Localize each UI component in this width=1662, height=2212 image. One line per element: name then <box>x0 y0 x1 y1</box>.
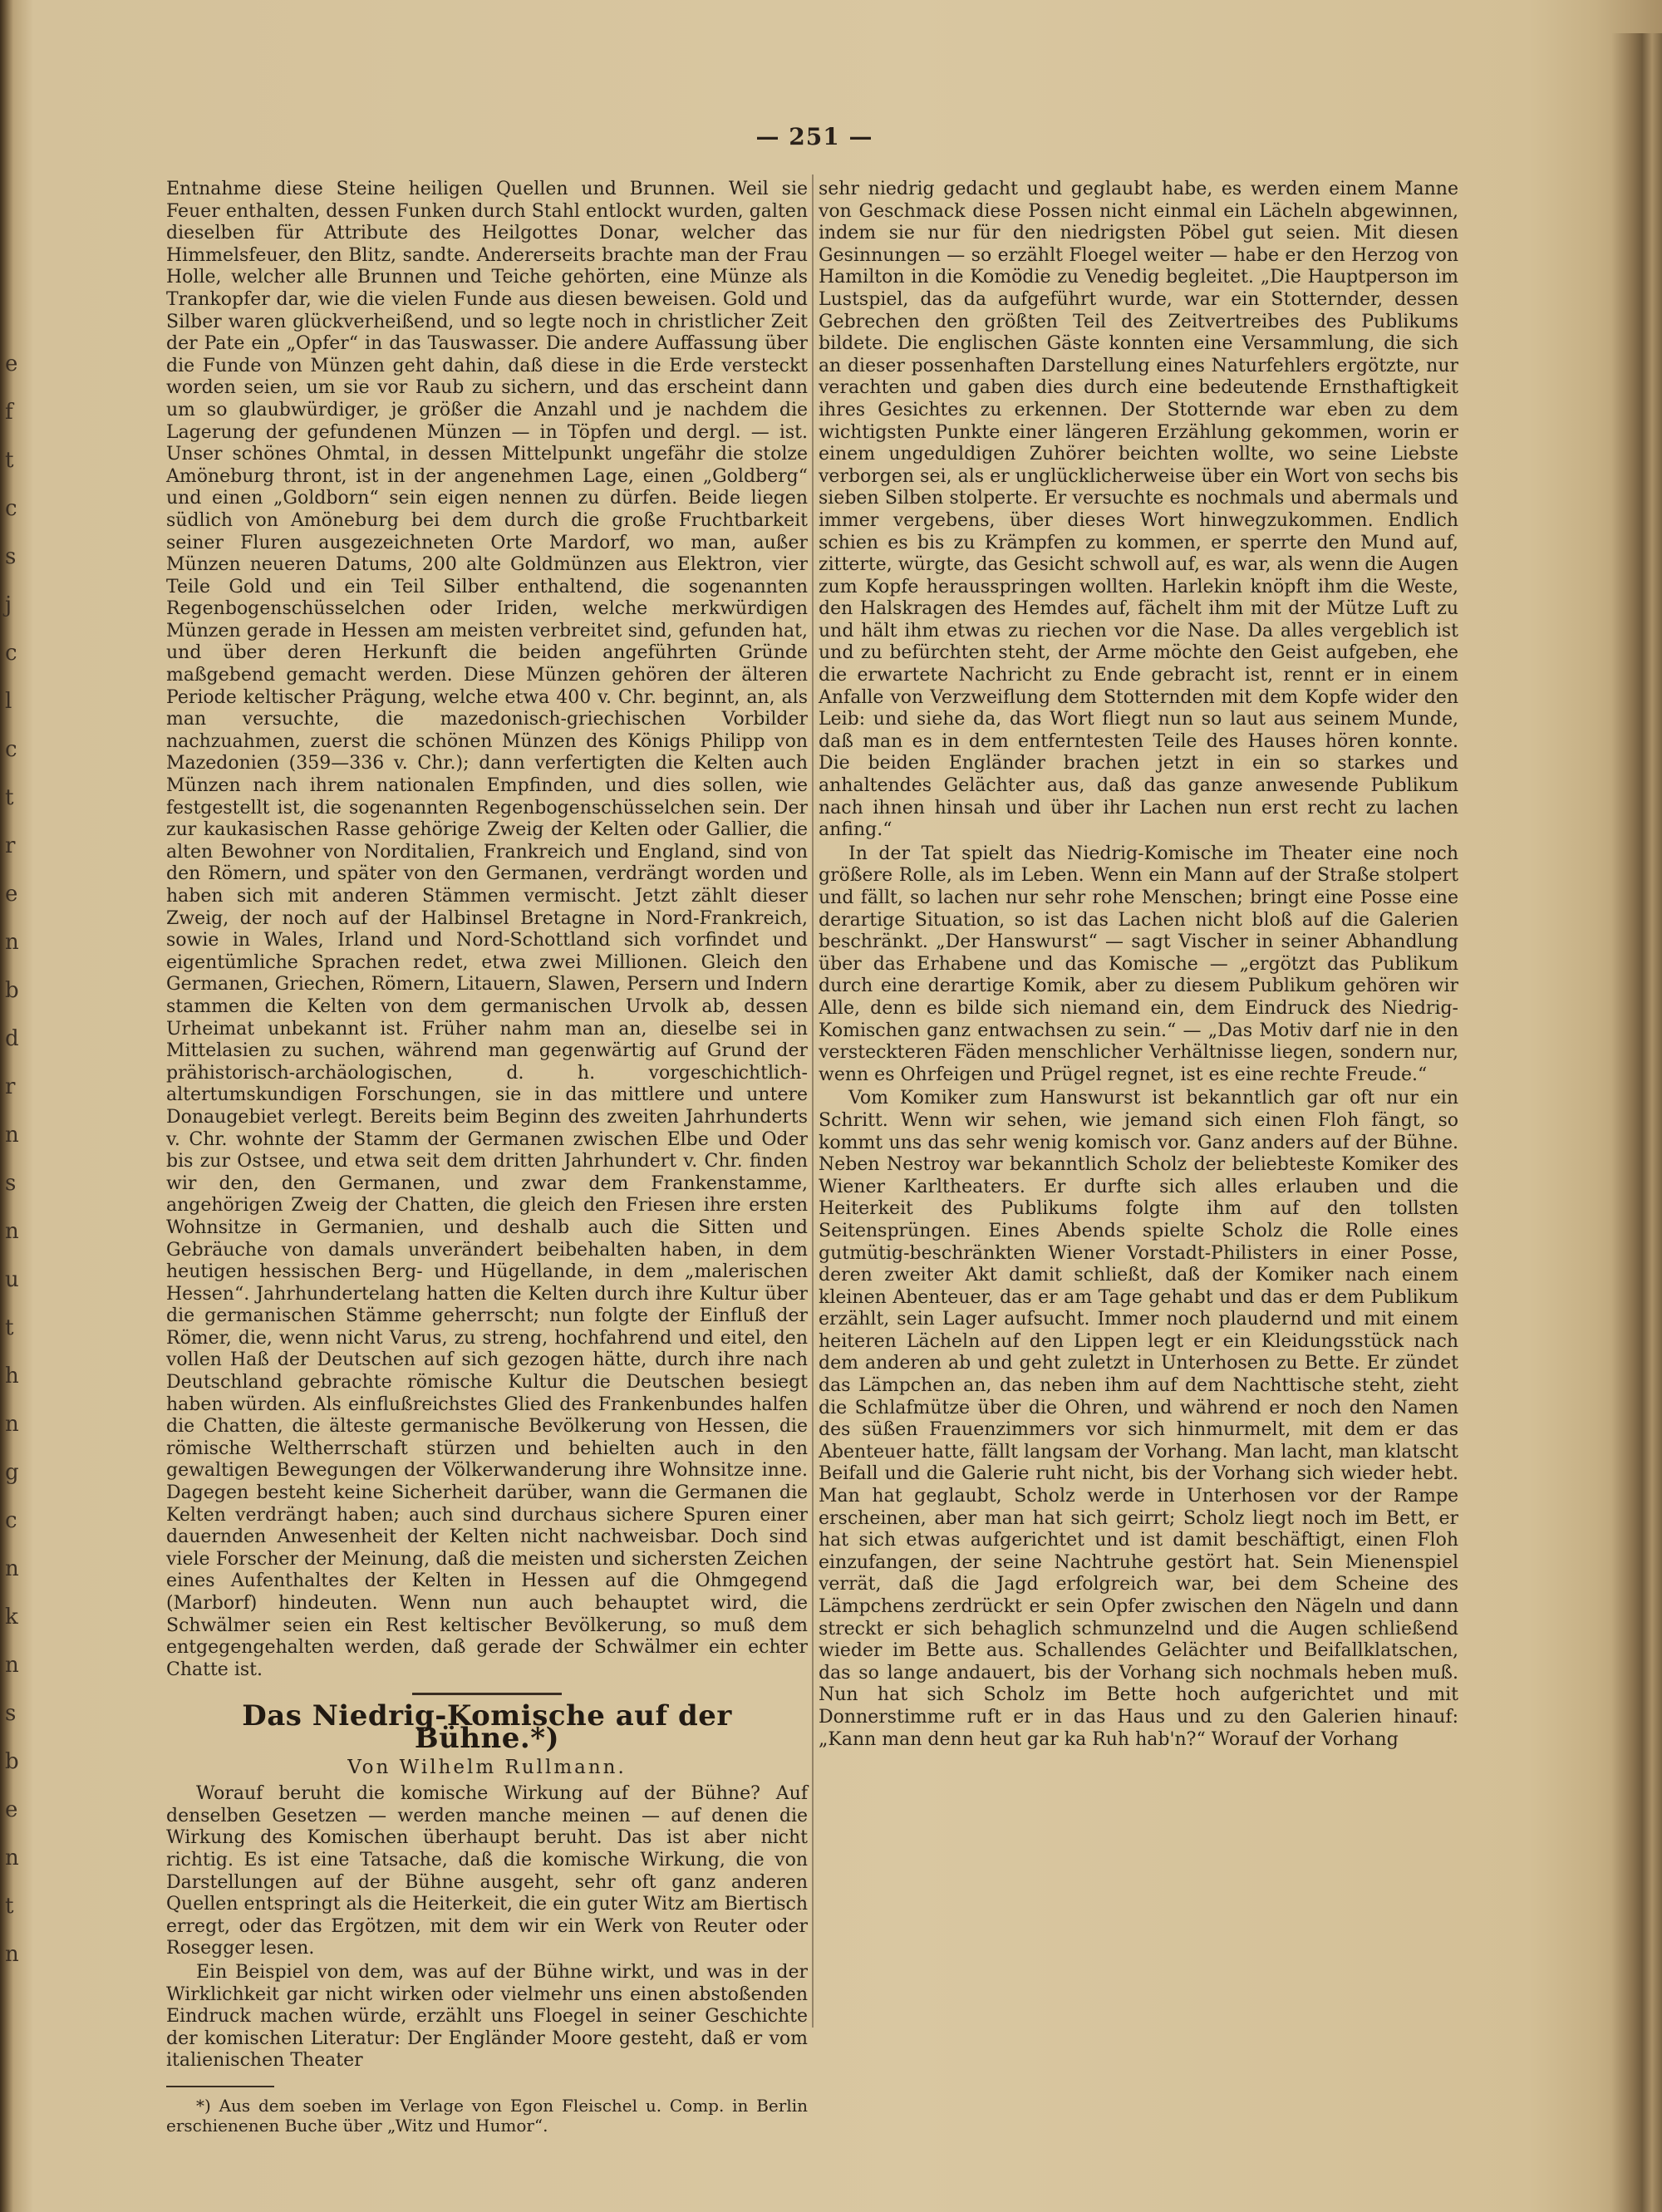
edge-letter: g <box>5 1460 19 1485</box>
column-paragraph: sehr niedrig gedacht und geglaubt habe, es werden einem Manne von Geschmack diese Possen nicht einmal ein Lächeln abgewinnen, indem sie nur für den niedrigsten Pöbel gut seien. Mit diesen Gesinnungen — so erzählt Floegel weiter — habe er den Herzog von Hamilton in die Komödie zu Venedig begleitet. „Die Hauptperson im Lustspiel, das da aufgeführt wurde, war ein Stotternder, dessen Gebrechen den größten Teil des Zeitvertreibes des Publikums bildete. Die englischen Gäste konnten eine Versammlung, die sich an dieser possenhaften Darstellung eines Naturfehlers ergötzte, nur verachten und gaben dies durch eine bedeutende Ernsthaftigkeit ihres Gesichtes zu erkennen. Der Stotternde war eben zu dem wichtigsten Punkte einer längeren Erzählung gekommen, worin er einem ungeduldigen Zuhörer beichten wollte, wo seine Liebste verborgen sei, als er unglücklicherweise über ein Wort von sechs bis sieben Silben stolperte. Er versuchte es nochmals und abermals und immer vergebens, über dieses Wort hinwegzukommen. Endlich schien es bis zu Krämpfen zu kommen, er sperrte den Mund auf, zitterte, würgte, das Gesicht schwoll auf, es war, als wenn die Augen zum Kopfe herausspringen wollten. Harlekin knöpft ihm die Weste, den Halskragen des Hemdes auf, fächelt ihm mit der Mütze Luft zu und hält ihm etwas zu riechen vor die Nase. Da alles vergeblich ist und zu befürchten steht, der Arme möchte den Geist aufgeben, ehe die erwartete Nachricht zu Ende gebracht ist, rennt er in einem Anfalle von Verzweiflung dem Stotternden mit dem Kopfe wider den Leib: und siehe da, das Wort fliegt nun so laut aus seinem Munde, daß man es in dem entferntesten Teile des Hauses hören konnte. Die beiden Engländer brachen jetzt in ein so starkes und anhaltendes Gelächter aus, daß das ganze anwesende Publikum nach ihnen hinsah und über ihr Lachen nun erst recht zu lachen anfing.“ <box>819 179 1458 841</box>
edge-letter: k <box>5 1605 18 1630</box>
article-divider <box>412 1693 562 1695</box>
edge-letter: n <box>5 930 19 955</box>
edge-letter: e <box>5 882 18 907</box>
edge-letter: u <box>5 1267 19 1292</box>
article-paragraph: Ein Beispiel von dem, was auf der Bühne wirkt, und was in der Wirklichkeit gar nicht wirken oder vielmehr uns einen abstoßenden Eindruck machen würde, erzählt uns Floegel in seiner Geschichte der komischen Literatur: Der Engländer Moore gesteht, daß er vom italienischen Theater <box>166 1961 808 2072</box>
edge-letter: t <box>5 1315 14 1340</box>
article-title: Das Niedrig-Komische auf der Bühne.*) <box>242 1699 732 1755</box>
left-column <box>166 179 808 2137</box>
edge-letter: t <box>5 1894 14 1919</box>
edge-letter: s <box>5 1171 17 1196</box>
edge-letter: e <box>5 351 18 376</box>
edge-letter: n <box>5 1846 19 1870</box>
edge-letter: s <box>5 1701 17 1726</box>
edge-letter: l <box>5 689 12 714</box>
edge-letter: c <box>5 1508 17 1533</box>
page-stack-edge <box>1612 33 1662 2212</box>
footnote-divider <box>166 2086 274 2087</box>
column-divider <box>812 175 814 2028</box>
edge-letter: e <box>5 1797 18 1822</box>
edge-letter: n <box>5 1412 19 1437</box>
edge-letter: n <box>5 1556 19 1581</box>
right-column <box>819 179 1458 1752</box>
edge-letter: r <box>5 1074 16 1099</box>
page-number: — 251 — <box>755 123 873 150</box>
edge-letter: c <box>5 737 17 762</box>
previous-page-edge <box>0 0 30 2212</box>
article-author: Von Wilhelm Rullmann. <box>347 1756 627 1778</box>
edge-letter: c <box>5 496 17 521</box>
edge-letter: n <box>5 1942 19 1967</box>
edge-letter: h <box>5 1364 19 1389</box>
column-paragraph: In der Tat spielt das Niedrig-Komische im Theater eine noch größere Rolle, als im Leben. Wenn ein Mann auf der Straße stolpert und fällt, so lachen nur sehr rohe Menschen; bringt eine Posse eine derartige Situation, so ist das Lachen nicht bloß auf die Galerien beschränkt. „Der Hanswurst“ — sagt Vischer in seiner Abhandlung über das Erhabene und das Komische — „ergötzt das Publikum durch eine derartige Komik, aber zu diesem Publikum gehören wir Alle, denn es bilde sich niemand ein, dem Eindruck des Niedrig-Komischen ganz entwachsen zu sein.“ — „Das Motiv darf nie in den versteckteren Fäden menschlicher Verhältnisse liegen, sondern nur, wenn es Ohrfeigen und Prügel regnet, ist es eine rechte Freude.“ <box>819 843 1458 1085</box>
edge-letter: n <box>5 1123 19 1148</box>
article-paragraph: Worauf beruht die komische Wirkung auf der Bühne? Auf denselben Gesetzen — werden manche meinen — auf denen die Wirkung des Komischen überhaupt beruht. Das ist aber nicht richtig. Es ist eine Tatsache, daß die komische Wirkung, die von Darstellungen auf der Bühne ausgeht, sehr oft ganz anderen Quellen entspringt als die Heiterkeit, die ein guter Witz am Biertisch erregt, oder das Ergötzen, mit dem wir ein Werk von Reuter oder Rosegger lesen. <box>166 1783 808 1959</box>
edge-letter: t <box>5 785 14 810</box>
edge-letter: d <box>5 1026 19 1051</box>
edge-letter: j <box>5 592 12 617</box>
edge-letter: r <box>5 833 16 858</box>
edge-letter: n <box>5 1653 19 1678</box>
edge-letter: n <box>5 1219 19 1244</box>
edge-letter: t <box>5 448 14 473</box>
column-paragraph: Entnahme diese Steine heiligen Quellen und Brunnen. Weil sie Feuer enthalten, dessen Funken durch Stahl entlockt wurden, galten dieselben für Attribute des Heilgottes Donar, welcher das Himmelsfeuer, den Blitz, sandte. Andererseits brachte man der Frau Holle, welcher alle Brunnen und Teiche gehörten, eine Münze als Trankopfer dar, wie die vielen Funde aus diesen beweisen. Gold und Silber waren glückverheißend, und so legte noch in christlicher Zeit der Pate ein „Opfer“ in das Tauswasser. Die andere Auffassung über die Funde von Münzen geht dahin, daß diese in die Erde versteckt worden seien, um sie vor Raub zu sichern, und das erscheint dann um so glaubwürdiger, je größer die Anzahl und je nachdem die Lagerung der gefundenen Münzen — in Töpfen und dergl. — ist. Unser schönes Ohmtal, in dessen Mittelpunkt ungefähr die stolze Amöneburg thront, ist in der angenehmen Lage, einen „Goldberg“ und einen „Goldborn“ sein eigen nennen zu dürfen. Beide liegen südlich von Amöneburg bei dem durch die große Fruchtbarkeit seiner Fluren ausgezeichneten Orte Mardorf, wo man, außer Münzen neueren Datums, 200 alte Goldmünzen aus Elektron, vier Teile Gold und ein Teil Silber enthaltend, die sogenannten Regenbogenschüsselchen oder Iriden, welche merkwürdigen Münzen gerade in Hessen am meisten verbreitet sind, gefunden hat, und über deren Herkunft die beiden angeführten Gründe maßgebend gemacht werden. Diese Münzen gehören der älteren Periode keltischer Prägung, welche etwa 400 v. Chr. beginnt, an, als man versuchte, die mazedonisch-griechischen Vorbilder nachzuahmen, zuerst die schönen Münzen des Königs Philipp von Mazedonien (359—336 v. Chr.); dann verfertigten die Kelten auch Münzen nach ihrem nationalen Empfinden, und dies sollen, wie festgestellt ist, die sogenannten Regenbogenschüsselchen sein. Der zur kaukasischen Rasse gehörige Zweig der Kelten oder Gallier, die alten Bewohner von Norditalien, Frankreich und England, sind von den Römern, und später von den Germanen, verdrängt worden und haben sich mit anderen Stämmen vermischt. Jetzt zählt dieser Zweig, der noch auf der Halbinsel Bretagne in Nord-Frankreich, sowie in Wales, Irland und Nord-Schottland sich vorfindet und eigentümliche Sprachen redet, etwa zwei Millionen. Gleich den Germanen, Griechen, Römern, Litauern, Slawen, Persern und Indern stammen die Kelten von dem germanischen Urvolk ab, dessen Urheimat unbekannt ist. Früher nahm man an, dieselbe sei in Mittelasien zu suchen, während man gegenwärtig auf Grund der prähistorisch-archäologischen, d. h. vorgeschichtlich-altertumskundigen Forschungen, sie in das mittlere und untere Donaugebiet verlegt. Bereits beim Beginn des zweiten Jahrhunderts v. Chr. wohnte der Stamm der Germanen zwischen Elbe und Oder bis zur Ostsee, und etwa seit dem dritten Jahrhundert v. Chr. finden wir den, den Germanen, und zwar dem Frankenstamme, angehörigen Zweig der Chatten, die gleich den Friesen ihre ersten Wohnsitze in Germanien, und deshalb auch die Sitten und Gebräuche von damals unverändert beibehalten haben, in dem heutigen hessischen Berg- und Hügellande, in dem „malerischen Hessen“. Jahrhundertelang hatten die Kelten durch ihre Kultur über die germanischen Stämme geherrscht; nun folgte der Einfluß der Römer, die, wenn nicht Varus, zu streng, hochfahrend und eitel, den vollen Haß der Deutschen auf sich gezogen hätte, durch ihre nach Deutschland gebrachte römische Kultur die Deutschen besiegt haben würden. Als einflußreichstes Glied des Frankenbundes halfen die Chatten, die älteste germanische Bevölkerung von Hessen, die römische Weltherrschaft stürzen und behielten auch in den gewaltigen Bewegungen der Völkerwanderung ihre Wohnsitze inne. Dagegen besteht keine Sicherheit darüber, wann die Germanen die Kelten verdrängt haben; auch sind durchaus sichere Spuren einer dauernden Anwesenheit der Kelten nicht nachweisbar. Doch sind viele Forscher der Meinung, daß die meisten und sichersten Zeichen eines Aufenthaltes der Kelten in Hessen auf die Ohmgegend (Marborf) hindeuten. Wenn nun auch behauptet wird, die Schwälmer seien ein Rest keltischer Bevölkerung, so muß dem entgegengehalten werden, daß gerade der Schwälmer ein echter Chatte ist. <box>166 179 808 1680</box>
edge-letter: f <box>5 400 13 425</box>
edge-letter: c <box>5 641 17 666</box>
footnote: *) Aus dem soeben im Verlage von Egon Fleischel u. Comp. in Berlin erschienenen Buche über „Witz und Humor“. <box>166 2095 808 2136</box>
column-paragraph: Vom Komiker zum Hanswurst ist bekanntlich gar oft nur ein Schritt. Wenn wir sehen, wie jemand sich einen Floh fängt, so kommt uns das sehr wenig komisch vor. Ganz anders auf der Bühne. Neben Nestroy war bekanntlich Scholz der beliebteste Komiker des Wiener Karltheaters. Er durfte sich alles erlauben und die Heiterkeit des Publikums folgte ihm auf den tollsten Seitensprüngen. Eines Abends spielte Scholz die Rolle eines gutmütig-beschränkten Wiener Vorstadt-Philisters in einer Posse, deren zweiter Akt damit schließt, daß der Komiker nach einem kleinen Abenteuer, das er am Tage gehabt und das er dem Publikum erzählt, sein Lager aufsucht. Immer noch plaudernd und mit einem heiteren Lächeln auf den Lippen legt er ein Kleidungsstück nach dem anderen ab und geht zuletzt in Unterhosen zu Bette. Er zündet das Lämpchen an, das neben ihm auf dem Nachttische steht, zieht die Schlafmütze über die Ohren, und während er noch den Namen des süßen Frauenzimmers vor sich hinmurmelt, mit dem er das Abenteuer hatte, fällt langsam der Vorhang. Man lacht, man klatscht Beifall und die Galerie ruht nicht, bis der Vorhang sich wieder hebt. Man hat geglaubt, Scholz werde in Unterhosen vor der Rampe erscheinen, aber man hat sich geirrt; Scholz liegt noch im Bett, er hat sich etwas aufgerichtet und ist damit beschäftigt, einen Floh einzufangen, der seine Nachtruhe gestört hat. Sein Mienenspiel verrät, daß die Jagd erfolgreich war, bei dem Scheine des Lämpchens zerdrückt er sein Opfer zwischen den Nägeln und dann streckt er sich behaglich schmunzelnd und die Augen schließend wieder im Bette aus. Schallendes Gelächter und Beifallklatschen, das so lange andauert, bis der Vorhang sich nochmals heben muß. Nun hat sich Scholz im Bette hoch aufgerichtet und mit Donnerstimme ruft er in das Haus und zu den Galerien hinauf: „Kann man denn heut gar ka Ruh hab'n?“ Worauf der Vorhang <box>819 1088 1458 1750</box>
edge-letter: b <box>5 978 19 1003</box>
edge-letter: s <box>5 544 17 569</box>
edge-letter: b <box>5 1749 19 1774</box>
